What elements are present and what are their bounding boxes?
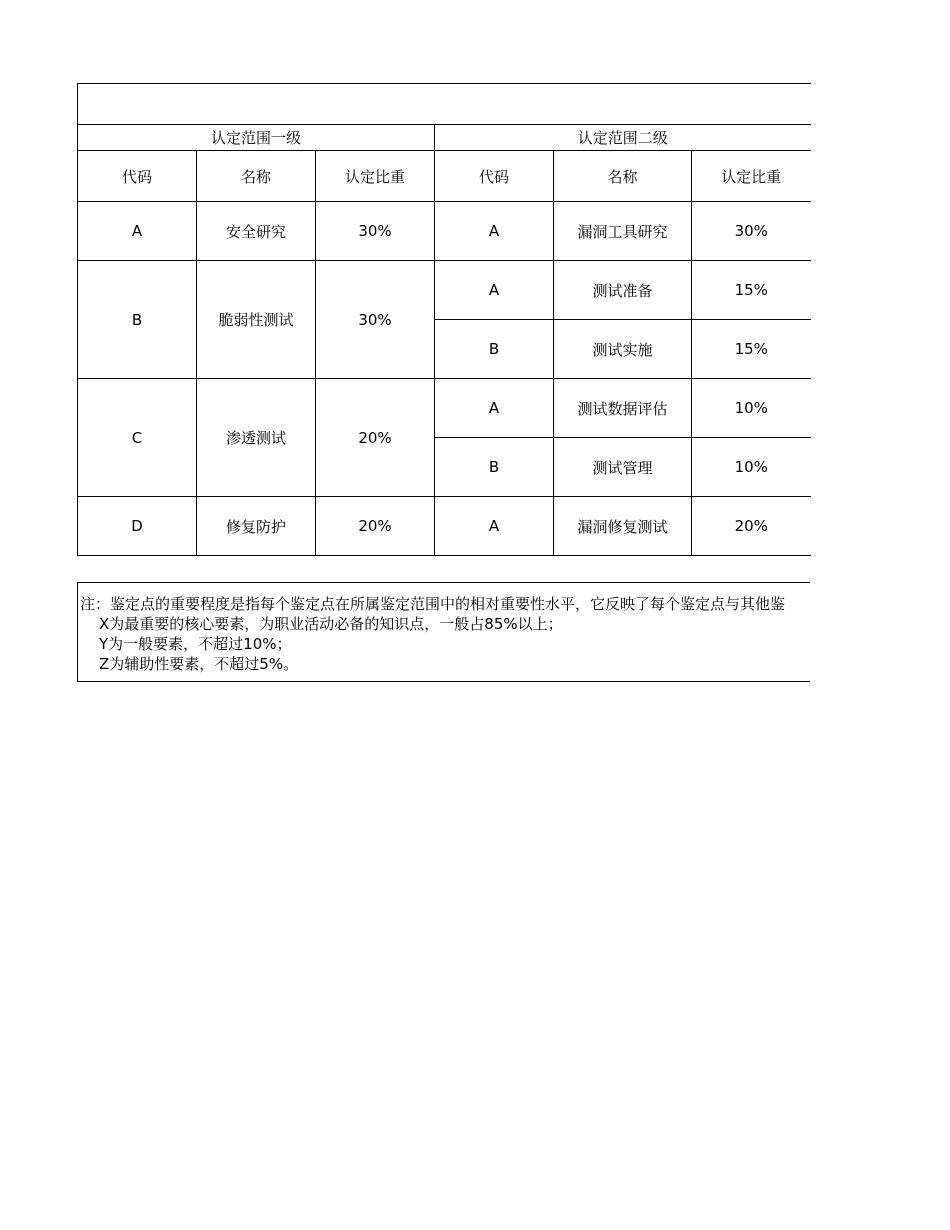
note-line: Z为辅助性要素，不超过5%。 (99, 655, 299, 673)
table-row (78, 261, 811, 320)
column-header-l1-name: 名称 (197, 151, 316, 202)
l1-code-cell: C (78, 379, 197, 497)
table-row (78, 497, 811, 556)
l1-code-cell: A (78, 202, 197, 261)
note-line: 注：鉴定点的重要程度是指每个鉴定点在所属鉴定范围中的相对重要性水平，它反映了每个鉴定点与其他鉴 (80, 595, 786, 613)
l2-code-cell: B (435, 320, 554, 379)
l2-name-cell: 测试实施 (554, 320, 692, 379)
l2-name-cell: 测试管理 (554, 438, 692, 497)
column-header-l2-name: 名称 (554, 151, 692, 202)
l2-code-cell: B (435, 438, 554, 497)
table-title-cell (78, 84, 811, 125)
column-header-l2-weight: 认定比重 (692, 151, 811, 202)
group-header-level2: 认定范围二级 (435, 125, 811, 151)
column-header-l1-weight: 认定比重 (316, 151, 435, 202)
l2-name-cell: 漏洞修复测试 (554, 497, 692, 556)
note-line: Y为一般要素，不超过10%； (99, 635, 292, 653)
column-header-l2-code: 代码 (435, 151, 554, 202)
l1-weight-cell: 30% (316, 261, 435, 379)
l2-weight-cell: 10% (692, 379, 811, 438)
l1-name-cell: 安全研究 (197, 202, 316, 261)
column-header-l1-code: 代码 (78, 151, 197, 202)
l1-name-cell: 渗透测试 (197, 379, 316, 497)
l1-code-cell: D (78, 497, 197, 556)
l2-code-cell: A (435, 497, 554, 556)
l2-weight-cell: 15% (692, 320, 811, 379)
table-row (78, 379, 811, 438)
l2-weight-cell: 30% (692, 202, 811, 261)
l1-weight-cell: 30% (316, 202, 435, 261)
l2-name-cell: 测试数据评估 (554, 379, 692, 438)
l2-name-cell: 漏洞工具研究 (554, 202, 692, 261)
note-box (77, 582, 810, 682)
l2-weight-cell: 20% (692, 497, 811, 556)
l1-name-cell: 脆弱性测试 (197, 261, 316, 379)
l1-name-cell: 修复防护 (197, 497, 316, 556)
group-header-level1: 认定范围一级 (78, 125, 435, 151)
l2-code-cell: A (435, 261, 554, 320)
l2-weight-cell: 10% (692, 438, 811, 497)
l1-code-cell: B (78, 261, 197, 379)
l2-weight-cell: 15% (692, 261, 811, 320)
l1-weight-cell: 20% (316, 497, 435, 556)
l1-weight-cell: 20% (316, 379, 435, 497)
l2-code-cell: A (435, 202, 554, 261)
weight-table (77, 83, 811, 556)
table-row (78, 202, 811, 261)
l2-code-cell: A (435, 379, 554, 438)
note-line: X为最重要的核心要素，为职业活动必备的知识点，一般占85%以上； (99, 615, 563, 633)
l2-name-cell: 测试准备 (554, 261, 692, 320)
